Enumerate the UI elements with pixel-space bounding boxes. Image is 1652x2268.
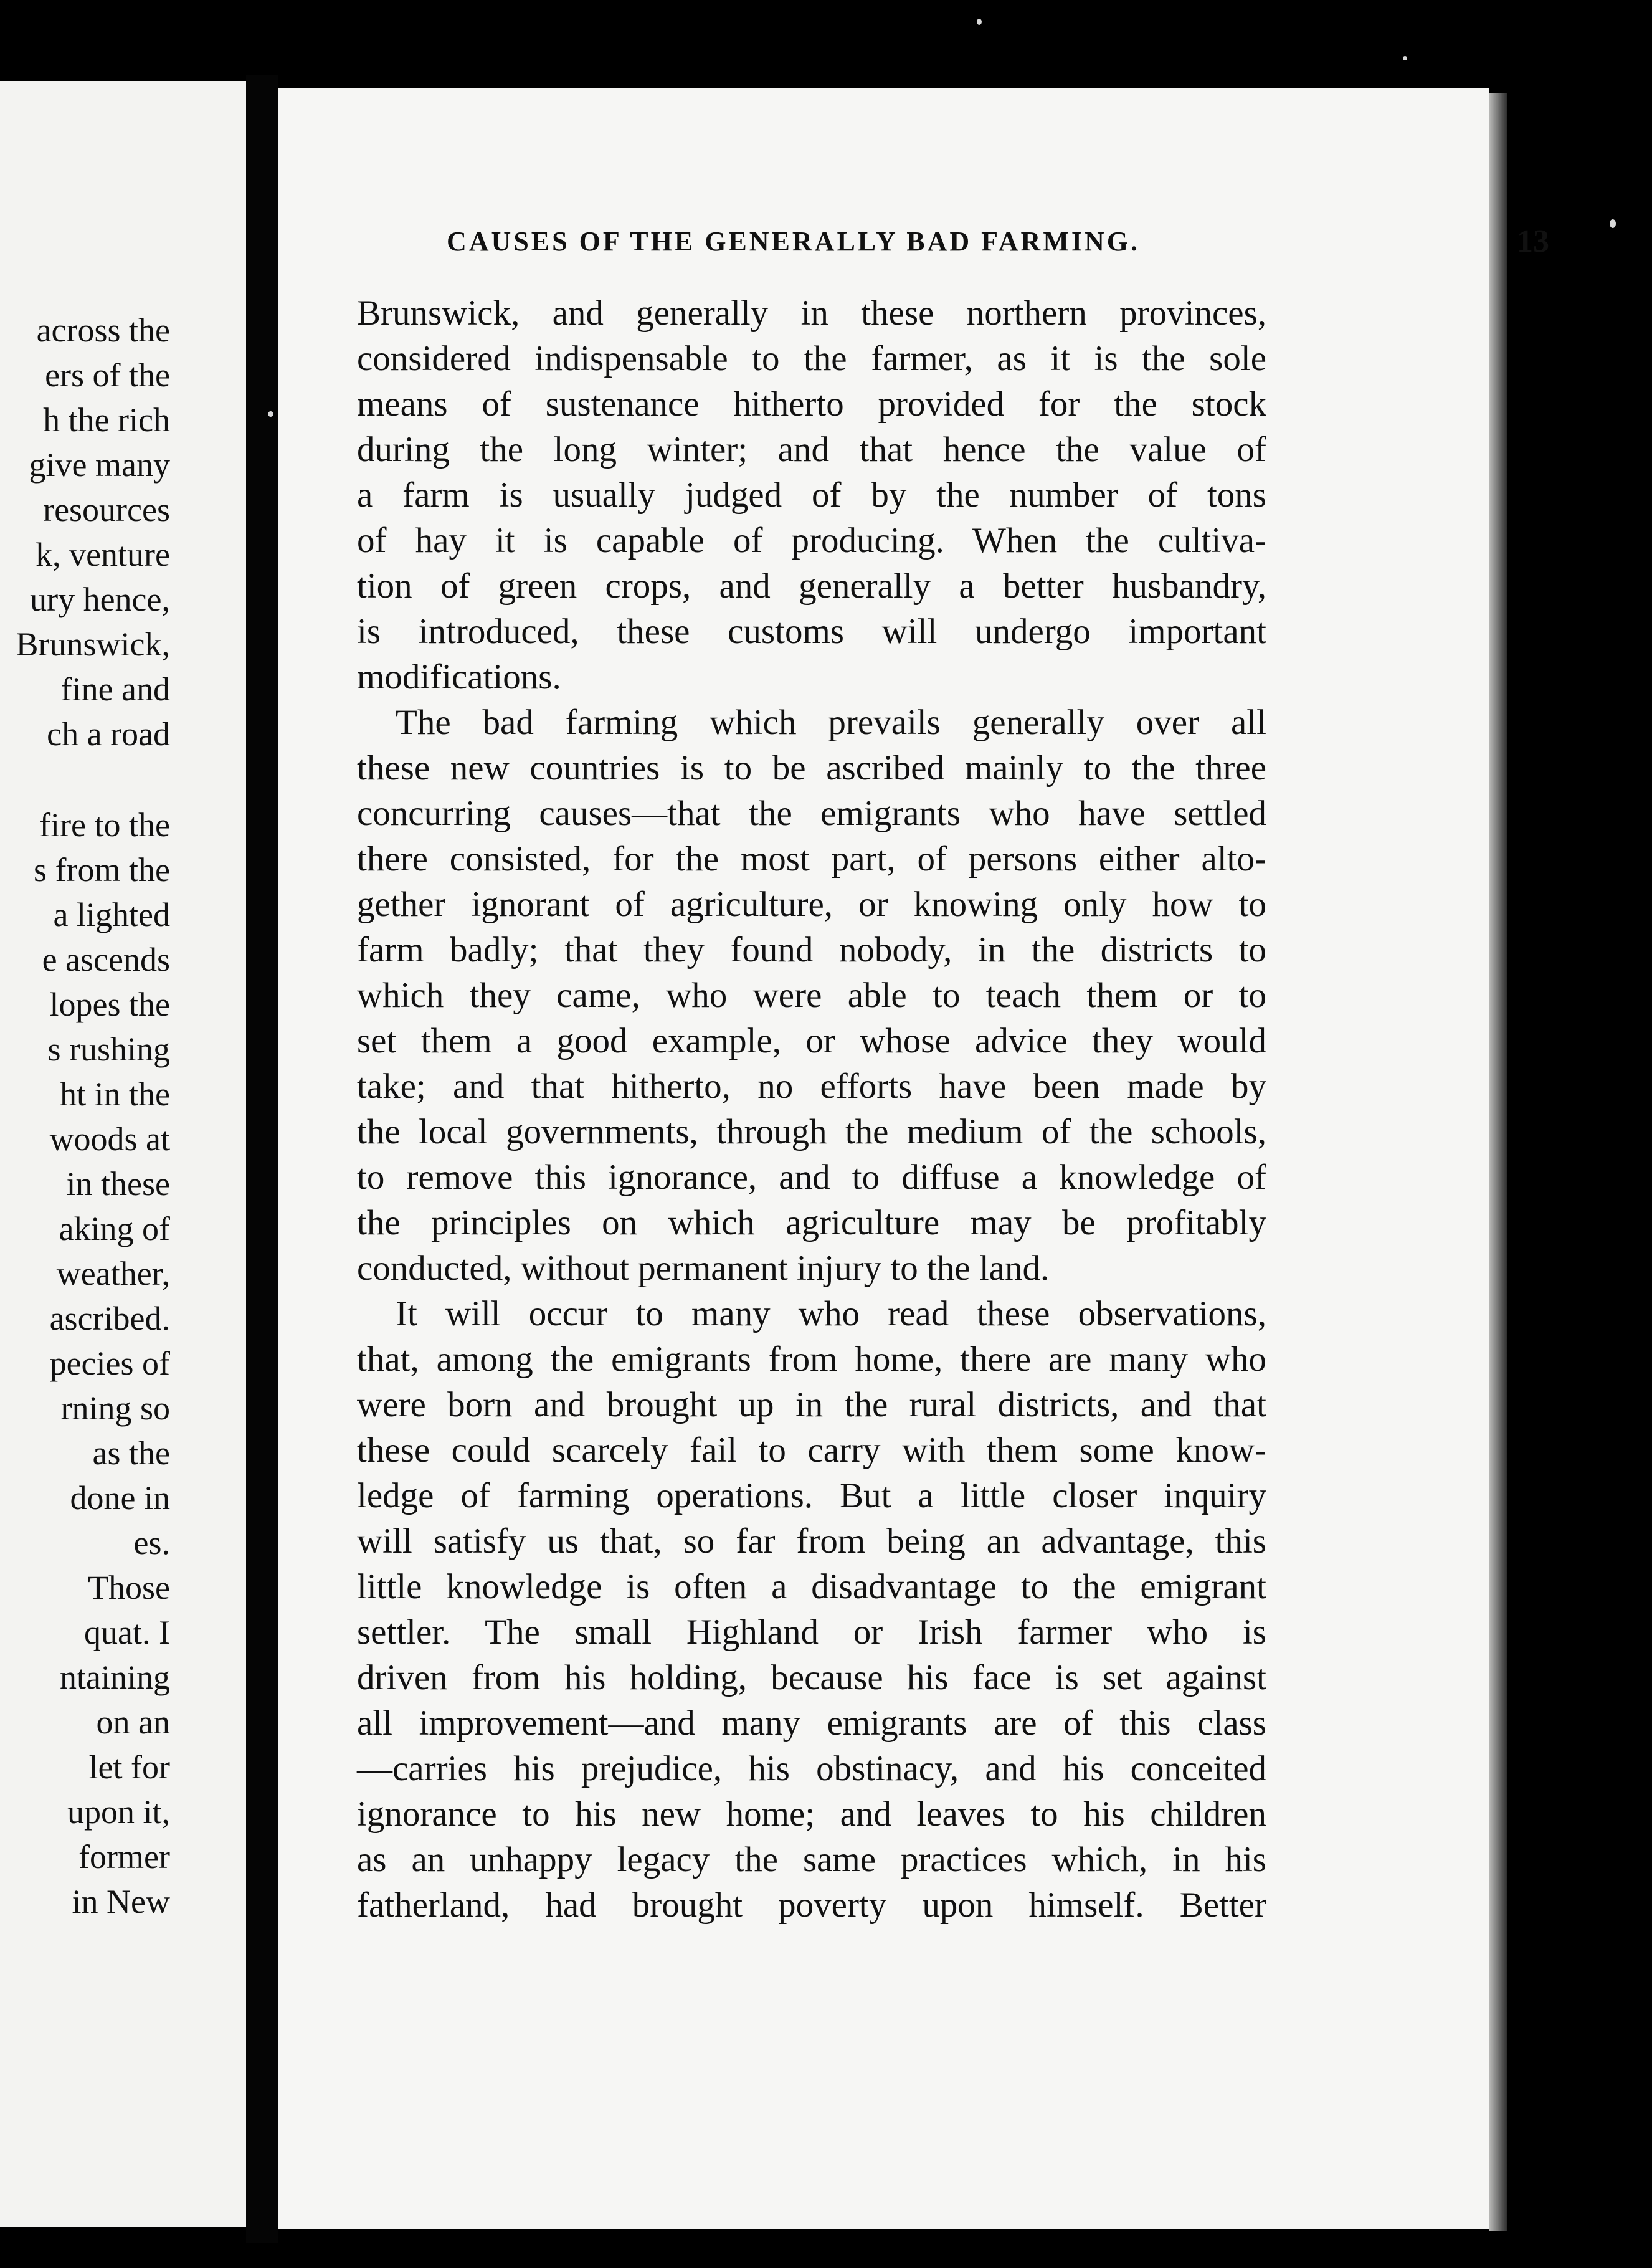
body-line: conducted, without permanent injury to the land. [357,1249,1050,1288]
body-line: these could scarcely fail to carry with them some know- [357,1431,1266,1470]
left-page-line: a lighted [53,896,170,933]
body-line: settler. The small Highland or Irish farmer who is [357,1613,1266,1652]
left-page-line: ntaining [60,1659,170,1696]
body-line: modifications. [357,657,561,697]
body-line: —carries his prejudice, his obstinacy, and his conceited [357,1749,1266,1788]
left-page-line: pecies of [49,1345,170,1382]
left-page-line: s rushing [47,1031,170,1068]
left-page-line: s from the [34,851,170,889]
body-line: as an unhappy legacy the same practices which, in his [357,1840,1266,1879]
body-line: a farm is usually judged of by the number of tons [357,475,1266,515]
left-page-line: fine and [60,670,170,708]
left-page-line: done in [70,1479,170,1517]
dust-speck [977,19,982,25]
running-head [447,226,1549,275]
left-page-line: as the [92,1434,170,1472]
right-page [278,88,1549,2229]
page-number: 13 [1517,224,1549,259]
dust-speck [1610,219,1616,228]
running-head-title: CAUSES OF THE GENERALLY BAD FARMING. [447,226,1140,257]
left-page-line: former [78,1838,170,1875]
left-page-line: e ascends [42,941,170,978]
body-line: that, among the emigrants from home, there are many who [357,1340,1266,1379]
left-page-line: ch a road [47,715,170,753]
left-page-line: aking of [59,1210,170,1247]
body-line: take; and that hitherto, no efforts have been made by [357,1067,1266,1106]
left-facing-page [0,81,246,2228]
body-line: little knowledge is often a disadvantage to the emigrant [357,1567,1266,1606]
body-line: gether ignorant of agriculture, or knowing only how to [357,885,1266,924]
left-page-line: ht in the [60,1075,170,1113]
left-page-line: h the rich [43,401,170,439]
left-page-line: lopes the [49,986,170,1023]
left-page-line: in New [72,1883,170,1920]
body-line: ledge of farming operations. But a little closer inquiry [357,1476,1266,1515]
left-page-line: resources [43,491,170,528]
body-line: considered indispensable to the farmer, as it is the sole [357,339,1266,378]
body-line: these new countries is to be ascribed mainly to the three [357,748,1266,788]
dust-speck [1403,56,1407,60]
left-page-line: ury hence, [30,581,170,618]
left-page-line: upon it, [67,1793,170,1831]
body-line: of hay it is capable of producing. When the cultiva- [357,521,1266,560]
left-page-line: ascribed. [49,1300,170,1337]
page-edge-shadow [1489,93,1507,2231]
left-page-line: quat. I [84,1614,170,1651]
body-line: were born and brought up in the rural districts, and that [357,1385,1266,1424]
body-line: concurring causes—that the emigrants who have settled [357,794,1266,833]
left-page-line: woods at [49,1120,170,1158]
left-page-line: in these [66,1165,170,1203]
body-line: all improvement—and many emigrants are of this class [357,1703,1266,1743]
left-page-line: rning so [60,1389,170,1427]
paragraph-first-line: It will occur to many who read these observations, [396,1294,1266,1333]
body-line: is introduced, these customs will undergo important [357,612,1266,651]
left-page-line: give many [29,446,170,484]
body-line: which they came, who were able to teach them or to [357,976,1266,1015]
body-line: to remove this ignorance, and to diffuse a knowledge of [357,1158,1266,1197]
left-page-line: weather, [56,1255,170,1292]
left-page-line: Brunswick, [16,626,170,663]
left-page-line: let for [88,1748,170,1786]
body-line: ignorance to his new home; and leaves to his children [357,1794,1266,1834]
body-line: the local governments, through the medium of the schools, [357,1112,1266,1151]
left-page-line: fire to the [39,806,170,844]
body-line: farm badly; that they found nobody, in the districts to [357,930,1266,970]
left-page-line: es. [133,1524,170,1561]
body-line: tion of green crops, and generally a better husbandry, [357,566,1266,606]
left-page-line: ers of the [45,356,170,394]
body-line: set them a good example, or whose advice they would [357,1021,1266,1060]
body-line: fatherland, had brought poverty upon himself. Better [357,1885,1266,1925]
dust-speck [268,411,273,417]
left-page-line: on an [96,1703,170,1741]
body-line: driven from his holding, because his face is set against [357,1658,1266,1697]
left-page-line: across the [36,312,170,349]
book-gutter [246,75,278,2243]
body-text [357,290,1266,1928]
left-page-line: Those [88,1569,170,1606]
body-line: means of sustenance hitherto provided for the stock [357,384,1266,424]
body-line: during the long winter; and that hence the value of [357,430,1266,469]
paragraph-first-line: The bad farming which prevails generally over all [396,703,1266,742]
left-page-line: k, venture [36,536,170,573]
body-line: there consisted, for the most part, of persons either alto- [357,839,1266,879]
body-line: will satisfy us that, so far from being an advantage, this [357,1522,1266,1561]
body-line: Brunswick, and generally in these northern provinces, [357,293,1266,333]
body-line: the principles on which agriculture may be profitably [357,1203,1266,1242]
